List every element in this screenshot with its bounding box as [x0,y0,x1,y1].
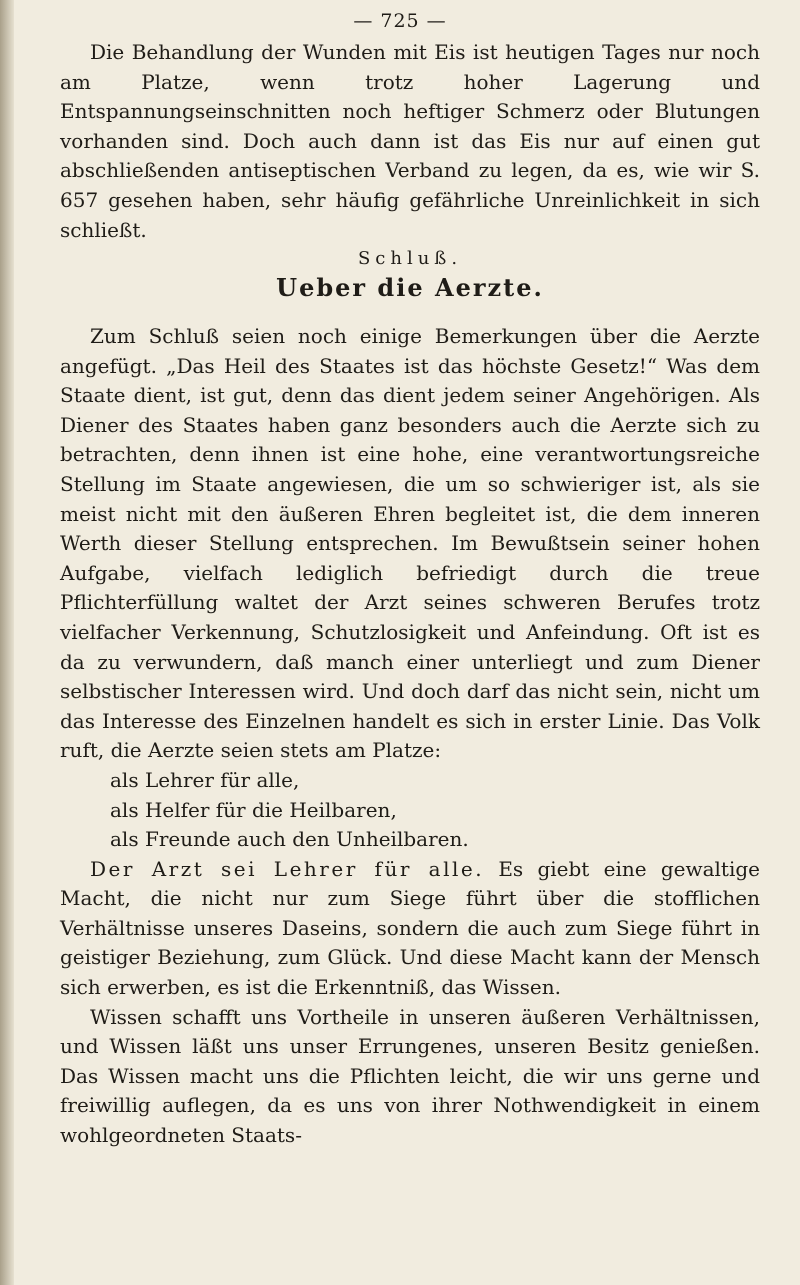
verse-line: als Freunde auch den Unheilbaren. [110,827,469,852]
paragraph-knowledge: Wissen schafft uns Vortheile in unseren äußeren Verhältnissen, und Wissen läßt uns unser Errungenes, unseren Besitz genießen. Das Wissen macht uns die Pflichten leicht, die wir uns gerne und freiwillig auflegen, da es uns von ihrer Nothwendigkeit in einem wohlgeordneten Staats- [60,1004,760,1148]
verse-block [60,766,760,855]
page-number: — 725 — [353,10,447,32]
paragraph-text: Es giebt eine gewaltige Macht, die nicht nur zum Siege führt über die stofflichen Verhältnisse unseres Daseins, sondern die auch zum Siege führt in geistiger Beziehung, zum Glück. Und diese Macht kann der Mensch sich erwerben, es ist die Erkenntniß, das Wissen. [60,856,760,1000]
emphasized-lead: Der Arzt sei Lehrer für alle. [90,856,485,881]
section-heading-block [60,248,760,302]
section-title: Ueber die Aerzte. [276,273,544,302]
paragraph-doctor-teacher [60,855,760,1003]
paragraph-conclusion: Zum Schluß seien noch einige Bemerkungen über die Aerzte angefügt. „Das Heil des Staates ist das höchste Gesetz!“ Was dem Staate dient, ist gut, denn das dient jedem seiner Angehörigen. Als Diener des Staates haben ganz besonders auch die Aerzte sich zu betrachten, denn ihnen ist eine hohe, eine verantwortungsreiche Stellung im Staate angewiesen, die um so schwieriger ist, als sie meist nicht mit den äußeren Ehren begleitet ist, die dem inneren Werth dieser Stellung entsprechen. Im Bewußtsein seiner hohen Aufgabe, vielfach lediglich befriedigt durch die treue Pflichterfüllung waltet der Arzt seines schweren Berufes trotz vielfacher Verkennung, Schutzlosigkeit und Anfeindung. Oft ist es da zu verwundern, daß manch einer unterliegt und zum Diener selbstischer Interessen wird. Und doch darf das nicht sein, nicht um das Interesse des Einzelnen handelt es sich in erster Linie. Das Volk ruft, die Aerzte seien stets am Platze: [60,324,760,763]
text-block-top [60,38,760,245]
text-block-main [60,322,760,1151]
section-label: Schluß. [357,248,463,269]
paragraph-ice-treatment: Die Behandlung der Wunden mit Eis ist heutigen Tages nur noch am Platze, wenn trotz hoher Lagerung und Entspannungseinschnitten noch heftiger Schmerz oder Blutungen vorhanden sind. Doch auch dann ist das Eis nur auf einen gut abschließenden antiseptischen Verband zu legen, da es, wie wir S. 657 gesehen haben, sehr häufig gefährliche Unreinlichkeit in sich schließt. [60,40,760,242]
book-spine-shadow [0,0,14,1285]
verse-line: als Lehrer für alle, [110,767,300,792]
verse-line: als Helfer für die Heilbaren, [110,797,397,822]
